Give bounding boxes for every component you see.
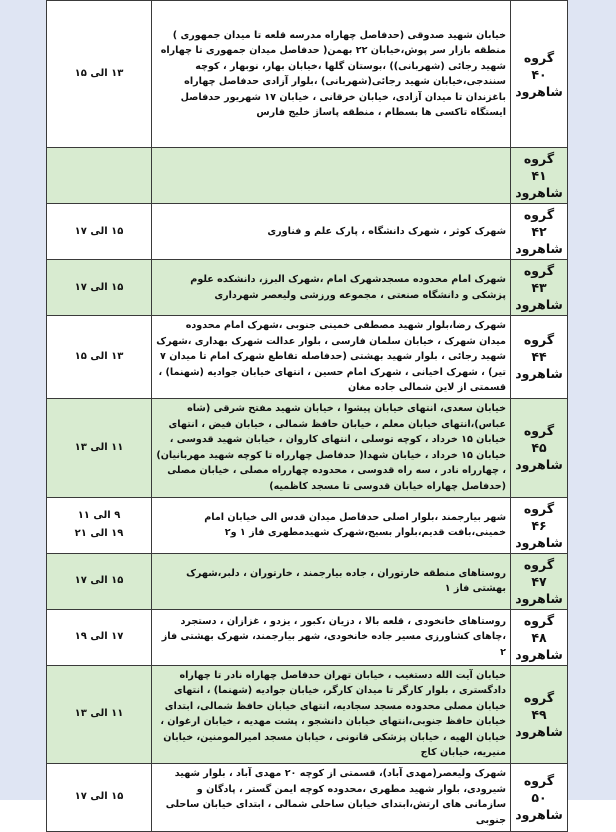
table-row [47,1,568,148]
group-label: گروه ۵۰ [523,772,555,805]
group-cell [511,553,568,609]
schedule-table [46,0,568,832]
area-cell: شهرک کوثر ، شهرک دانشگاه ، پارک علم و فناوری [152,204,511,260]
table-row [47,316,568,399]
time-cell [47,497,152,553]
time-label: ۱۱ الی ۱۳ [74,441,124,453]
group-label: گروه ۴۶ [523,500,555,533]
time-label: ۱۷ الی ۱۹ [74,631,124,642]
city-label: شاهرود [515,590,563,606]
group-cell [511,204,568,260]
area-cell: شهرک ولیعصر(مهدی آباد)، قسمتی از کوچه ۲۰ مهدی آباد ، بلوار شهید شیرودی، بلوار شهید مطهری ،محدوده کوچه ایمن گستر ، پادگان و سازمانی های ارتش،ابتدای خیابان ساحلی شمالی ، ابتدای خیابان ساحلی جنوبی [152,763,511,831]
table-row [47,148,568,204]
table-row [47,260,568,316]
area-cell: خیابان شهید صدوقی (حدفاصل چهاراه مدرسه قلعه تا میدان جمهوری ) منطقه بازار سر پوش،خیابان ۲۲ بهمن( حدفاصل میدان جمهوری تا چهاراه شهید رجائی (شهربانی)) ،بوستان گلها ،خیابان بهار، نوبهار ، کوچه سنندجی،خیابان شهید رجائی(شهربانی) ،بلوار آزادی حدفاصل چهاراه باغزندان تا میدان آزادی، خیابان خرقانی ، خیابان ۱۷ شهریور حدفاصل ایستگاه تاکسی ها بسطام ، منطقه پاساژ خلیج فارس [152,1,511,148]
city-label: شاهرود [515,297,563,312]
table-row [47,609,568,665]
city-label: شاهرود [515,457,563,472]
group-label: گروه ۴۹ [523,689,555,722]
time-label: ۹ الی ۱۱ [77,510,121,521]
time-cell [47,148,152,204]
area-cell: شهرک امام محدوده مسجدشهرک امام ،شهرک البرز، دانشکده علوم پزشکی و دانشگاه صنعتی ، مجموعه ورزشی ولیعصر شهرداری [152,260,511,316]
time-cell [47,665,152,763]
group-cell [511,260,568,316]
time-label: ۱۵ الی ۱۷ [74,281,124,293]
time-label: ۱۵ الی ۱۷ [74,791,124,802]
group-label: گروه ۴۴ [523,332,555,365]
time-cell [47,609,152,665]
group-cell [511,148,568,204]
group-label: گروه ۴۳ [523,263,555,295]
table-row [47,398,568,497]
city-label: شاهرود [515,83,563,99]
table-row [47,665,568,763]
city-label: شاهرود [515,646,563,662]
time-cell [47,398,152,497]
area-cell: خیابان آیت الله دستغیب ، خیابان تهران حدفاصل چهاراه نادر تا چهاراه دادگستری ، بلوار کارگر تا میدان کارگر، خیابان جوادیه (شهنما) ، انتهای خیابان مصلی محدوده مسجد سجادیه، انتهای خیابان حافظ شمالی، ابتدای خیابان حافظ جنوبی،انتهای خیابان دانشجو ، پشت مهدیه ، خیابان ارغوان ، خیابان الهیه ، خیابان پزشکی قانونی ، خیابان مسجد امیرالمومنین، خیابان منیریه، خیابان کاج [152,665,511,763]
group-label: گروه ۴۲ [523,207,555,239]
group-cell [511,609,568,665]
time-label: ۱۱ الی ۱۳ [74,708,124,719]
group-cell [511,316,568,399]
group-label: گروه ۴۷ [523,556,555,589]
area-cell: شهرک رضا،بلوار شهید مصطفی خمینی جنوبی ،شهرک امام محدوده میدان شهرک ، خیابان سلمان فارسی ، بلوار عدالت شهرک بهداری ،شهرک شهید رجائی ، بلوار شهید بهشتی (حدفاصله تقاطع شهرک امام تا میدان ۷ تیر) ، شهرک اخیانی ، شهرک امام حسین ، انتهای خیابان جوادیه (شهنما) ، قسمتی از لاین شمالی جاده مغان [152,316,511,399]
area-cell: روستاهای منطقه خارتوران ، جاده بیارجمند ، خارتوران ، دلبر،شهرک بهشتی فاز ۱ [152,553,511,609]
time-label: ۱۹ الی ۲۱ [74,528,124,539]
time-cell [47,260,152,316]
table-row [47,204,568,260]
time-label: ۱۳ الی ۱۵ [74,68,124,79]
group-cell [511,497,568,553]
group-label: گروه ۴۰ [523,49,555,82]
table-row [47,497,568,553]
time-cell [47,316,152,399]
area-cell [152,148,511,204]
area-cell: شهر بیارجمند ،بلوار اصلی حدفاصل میدان قدس الی خیابان امام خمینی،بافت قدیم،بلوار بسیج،شهرک شهیدمطهری فاز ۱ و۲ [152,497,511,553]
time-cell [47,763,152,831]
city-label: شاهرود [515,806,563,822]
city-label: شاهرود [515,723,563,739]
table-row [47,553,568,609]
time-cell [47,204,152,260]
time-label: ۱۳ الی ۱۵ [74,350,124,362]
table-row [47,763,568,831]
group-cell [511,665,568,763]
time-cell [47,1,152,148]
group-cell [511,1,568,148]
time-cell [47,553,152,609]
group-label: گروه ۴۸ [523,612,555,645]
group-cell [511,763,568,831]
group-label: گروه ۴۵ [523,423,555,455]
area-cell: روستاهای خانخودی ، قلعه بالا ، دزیان ،کبور ، یزدو ، غزازان ، دستجرد ،چاهای کشاورزی مسیر جاده خانخودی، شهر بیارجمند، شهرک بهشتی فاز ۲ [152,609,511,665]
city-label: شاهرود [515,185,563,200]
time-label: ۱۵ الی ۱۷ [74,575,124,586]
city-label: شاهرود [515,534,563,550]
city-label: شاهرود [515,366,563,382]
area-cell: خیابان سعدی، انتهای خیابان پیشوا ، خیابان شهید مفتح شرقی (شاه عباس)،انتهای خیابان معلم ، خیابان حافظ شمالی ، خیابان فیض ، انتهای خیابان ۱۵ خرداد ، کوچه توسلی ، انتهای کاروان ، خیابان شهید قدوسی ، خیابان ۱۵ خرداد ، خیابان شهدا( حدفاصل چهارراه تا کوچه شهید مهربانیان) ، چهارراه نادر ، سه راه قدوسی ، محدوده چهارراه مصلی ، خیابان مصلی (حدفاصل چهاراه خیابان قدوسی تا مسجد کاظمیه) [152,398,511,497]
time-label: ۱۵ الی ۱۷ [74,225,124,237]
group-label: گروه ۴۱ [523,151,555,183]
group-cell [511,398,568,497]
city-label: شاهرود [515,241,563,256]
